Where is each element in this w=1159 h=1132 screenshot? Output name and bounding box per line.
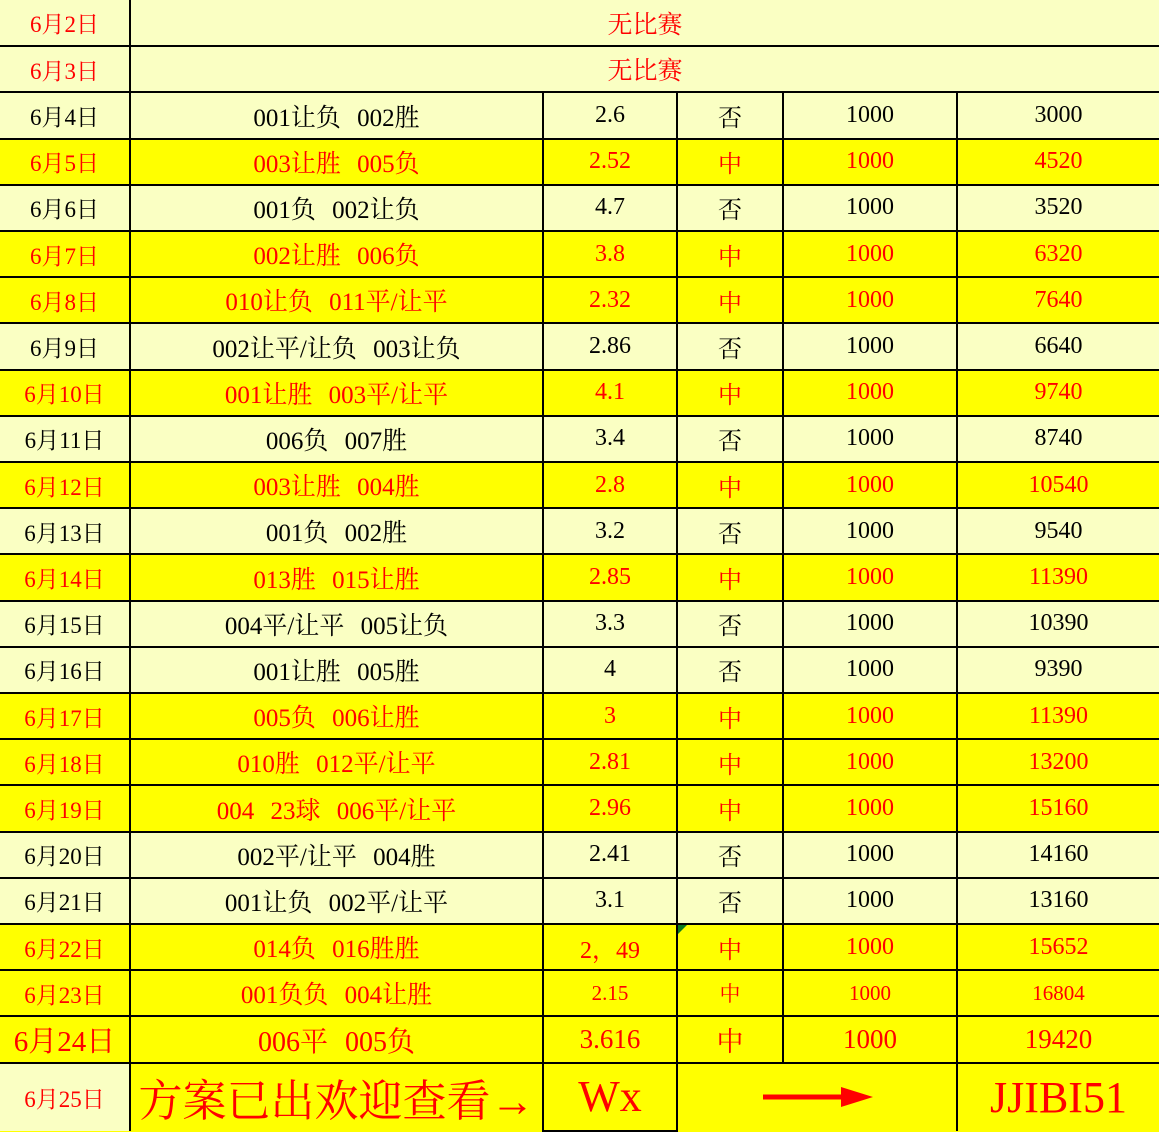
date-cell: 6月10日	[0, 370, 130, 416]
odds-cell: 2.85	[543, 554, 677, 600]
stake-cell: 1000	[783, 647, 957, 693]
stake-cell: 1000	[783, 277, 957, 323]
total-cell: 6320	[957, 231, 1159, 277]
total-cell: 11390	[957, 693, 1159, 739]
odds-cell: 2.52	[543, 139, 677, 185]
table-row	[0, 46, 1159, 92]
odds-cell: 2.96	[543, 785, 677, 831]
total-cell: 10390	[957, 601, 1159, 647]
result-cell: 否	[677, 508, 783, 554]
picks-cell: 003让胜 005负	[130, 139, 543, 185]
table-row	[0, 878, 1159, 924]
promo-message-cell: 方案已出欢迎查看→	[130, 1063, 543, 1131]
picks-cell: 001让负 002胜	[130, 92, 543, 138]
right-arrow-cell	[677, 1063, 957, 1131]
odds-cell: 2.32	[543, 277, 677, 323]
contact-code-cell: JJIBI51	[957, 1063, 1159, 1131]
total-cell: 9740	[957, 370, 1159, 416]
comment-marker-triangle	[678, 925, 687, 934]
result-cell: 中	[677, 785, 783, 831]
table-row	[0, 0, 1159, 46]
date-cell: 6月25日	[0, 1063, 130, 1131]
result-cell: 中	[677, 970, 783, 1016]
date-cell: 6月12日	[0, 462, 130, 508]
odds-cell: 2.6	[543, 92, 677, 138]
table-row	[0, 924, 1159, 970]
table-row	[0, 647, 1159, 693]
picks-cell: 001负 002胜	[130, 508, 543, 554]
odds-cell: 2.41	[543, 832, 677, 878]
picks-cell: 001让胜 003平/让平	[130, 370, 543, 416]
total-cell: 13200	[957, 739, 1159, 785]
total-cell: 13160	[957, 878, 1159, 924]
stake-cell: 1000	[783, 924, 957, 970]
picks-cell: 004 23球 006平/让平	[130, 785, 543, 831]
stake-cell: 1000	[783, 970, 957, 1016]
stake-cell: 1000	[783, 878, 957, 924]
date-cell: 6月13日	[0, 508, 130, 554]
total-cell: 4520	[957, 139, 1159, 185]
date-cell: 6月2日	[0, 0, 130, 46]
picks-cell: 010让负 011平/让平	[130, 277, 543, 323]
right-arrow-icon	[678, 1084, 956, 1110]
stake-cell: 1000	[783, 554, 957, 600]
no-match-cell: 无比赛	[130, 46, 1159, 92]
result-cell: 否	[677, 878, 783, 924]
odds-cell: 3.1	[543, 878, 677, 924]
result-cell: 中	[677, 554, 783, 600]
odds-cell: 4	[543, 647, 677, 693]
picks-cell: 002让平/让负 003让负	[130, 323, 543, 369]
table-row	[0, 970, 1159, 1016]
odds-cell: 4.7	[543, 185, 677, 231]
date-cell: 6月18日	[0, 739, 130, 785]
table-row	[0, 185, 1159, 231]
picks-cell: 010胜 012平/让平	[130, 739, 543, 785]
picks-cell: 013胜 015让胜	[130, 554, 543, 600]
no-match-cell: 无比赛	[130, 0, 1159, 46]
odds-cell: 4.1	[543, 370, 677, 416]
total-cell: 9540	[957, 508, 1159, 554]
result-cell: 否	[677, 601, 783, 647]
table-row	[0, 370, 1159, 416]
odds-cell: 3	[543, 693, 677, 739]
stake-cell: 1000	[783, 92, 957, 138]
picks-cell: 001负负 004让胜	[130, 970, 543, 1016]
table-row	[0, 231, 1159, 277]
result-cell: 中	[677, 462, 783, 508]
stake-cell: 1000	[783, 231, 957, 277]
total-cell: 16804	[957, 970, 1159, 1016]
stake-cell: 1000	[783, 508, 957, 554]
table-row	[0, 508, 1159, 554]
table-row	[0, 139, 1159, 185]
total-cell: 10540	[957, 462, 1159, 508]
result-cell: 否	[677, 832, 783, 878]
date-cell: 6月11日	[0, 416, 130, 462]
result-cell: 否	[677, 185, 783, 231]
table-row	[0, 92, 1159, 138]
result-cell: 中	[677, 139, 783, 185]
picks-cell: 004平/让平 005让负	[130, 601, 543, 647]
result-cell: 否	[677, 92, 783, 138]
stake-cell: 1000	[783, 832, 957, 878]
date-cell: 6月15日	[0, 601, 130, 647]
odds-cell: 3.3	[543, 601, 677, 647]
date-cell: 6月14日	[0, 554, 130, 600]
table-row	[0, 462, 1159, 508]
picks-cell: 002平/让平 004胜	[130, 832, 543, 878]
date-cell: 6月4日	[0, 92, 130, 138]
table-row	[0, 416, 1159, 462]
picks-cell: 005负 006让胜	[130, 693, 543, 739]
stake-cell: 1000	[783, 601, 957, 647]
result-cell: 否	[677, 323, 783, 369]
date-cell: 6月20日	[0, 832, 130, 878]
result-cell: 否	[677, 416, 783, 462]
stake-cell: 1000	[783, 693, 957, 739]
result-cell: 中	[677, 1016, 783, 1062]
result-cell: 中	[677, 693, 783, 739]
picks-cell: 001让胜 005胜	[130, 647, 543, 693]
total-cell: 15652	[957, 924, 1159, 970]
odds-cell: 2.81	[543, 739, 677, 785]
table-row	[0, 554, 1159, 600]
picks-cell: 006负 007胜	[130, 416, 543, 462]
stake-cell: 1000	[783, 1016, 957, 1062]
odds-cell: 2.86	[543, 323, 677, 369]
date-cell: 6月17日	[0, 693, 130, 739]
odds-cell: 3.4	[543, 416, 677, 462]
result-cell: 中	[677, 924, 783, 970]
table-row	[0, 693, 1159, 739]
stake-cell: 1000	[783, 323, 957, 369]
odds-cell: 2.8	[543, 462, 677, 508]
table-row	[0, 739, 1159, 785]
result-cell: 中	[677, 231, 783, 277]
odds-cell: 2.15	[543, 970, 677, 1016]
total-cell: 14160	[957, 832, 1159, 878]
table-row	[0, 832, 1159, 878]
picks-cell: 001负 002让负	[130, 185, 543, 231]
odds-cell: 3.8	[543, 231, 677, 277]
picks-cell: 003让胜 004胜	[130, 462, 543, 508]
stake-cell: 1000	[783, 139, 957, 185]
picks-cell: 014负 016胜胜	[130, 924, 543, 970]
picks-cell: 001让负 002平/让平	[130, 878, 543, 924]
total-cell: 6640	[957, 323, 1159, 369]
date-cell: 6月23日	[0, 970, 130, 1016]
picks-cell: 002让胜 006负	[130, 231, 543, 277]
odds-cell: 2，49	[543, 924, 677, 970]
odds-cell: 3.2	[543, 508, 677, 554]
stake-cell: 1000	[783, 185, 957, 231]
odds-cell: 3.616	[543, 1016, 677, 1062]
wechat-label-cell: Wx	[543, 1063, 677, 1131]
date-cell: 6月3日	[0, 46, 130, 92]
table-row	[0, 323, 1159, 369]
result-cell: 否	[677, 647, 783, 693]
promo-row	[0, 1063, 1159, 1131]
total-cell: 11390	[957, 554, 1159, 600]
date-cell: 6月22日	[0, 924, 130, 970]
date-cell: 6月9日	[0, 323, 130, 369]
result-cell: 中	[677, 277, 783, 323]
date-cell: 6月7日	[0, 231, 130, 277]
total-cell: 3520	[957, 185, 1159, 231]
picks-cell: 006平 005负	[130, 1016, 543, 1062]
stake-cell: 1000	[783, 785, 957, 831]
table-row	[0, 785, 1159, 831]
total-cell: 7640	[957, 277, 1159, 323]
date-cell: 6月16日	[0, 647, 130, 693]
table-row	[0, 1016, 1159, 1062]
table-row	[0, 277, 1159, 323]
stake-cell: 1000	[783, 462, 957, 508]
date-cell: 6月19日	[0, 785, 130, 831]
date-cell: 6月24日	[0, 1016, 130, 1062]
total-cell: 19420	[957, 1016, 1159, 1062]
total-cell: 8740	[957, 416, 1159, 462]
table-row	[0, 601, 1159, 647]
total-cell: 15160	[957, 785, 1159, 831]
stake-cell: 1000	[783, 416, 957, 462]
date-cell: 6月8日	[0, 277, 130, 323]
stake-cell: 1000	[783, 739, 957, 785]
result-cell: 中	[677, 370, 783, 416]
date-cell: 6月5日	[0, 139, 130, 185]
result-cell: 中	[677, 739, 783, 785]
total-cell: 9390	[957, 647, 1159, 693]
stake-cell: 1000	[783, 370, 957, 416]
date-cell: 6月21日	[0, 878, 130, 924]
date-cell: 6月6日	[0, 185, 130, 231]
total-cell: 3000	[957, 92, 1159, 138]
